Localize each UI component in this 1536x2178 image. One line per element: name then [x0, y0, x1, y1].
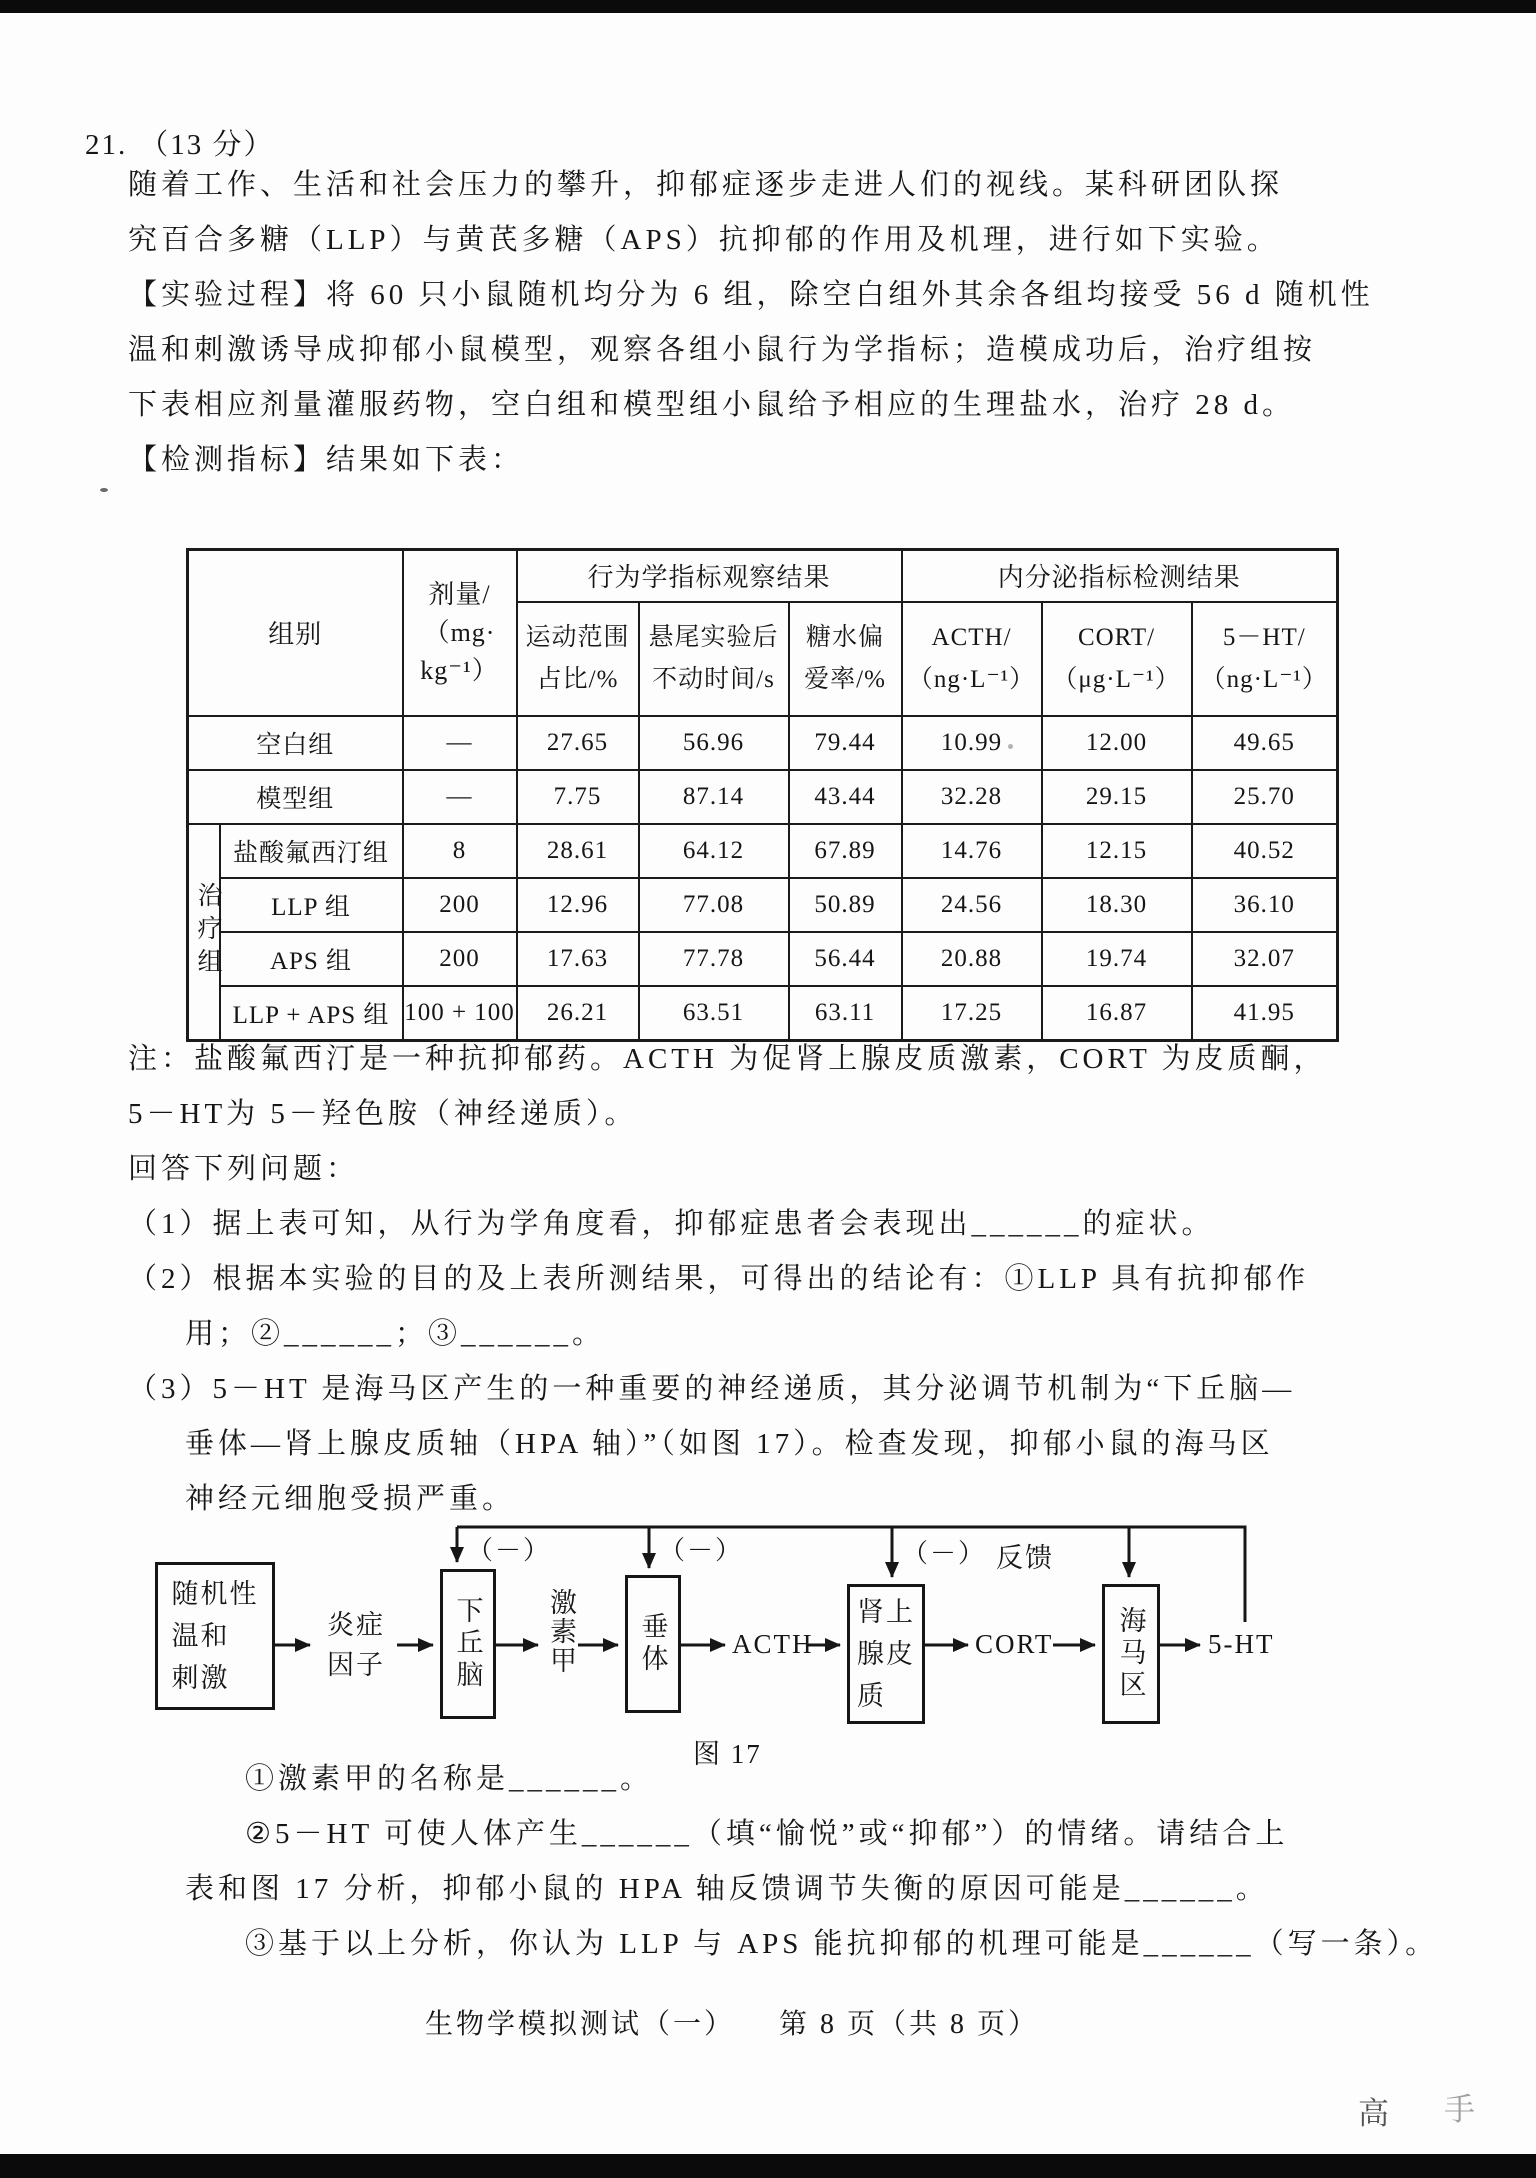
cell-group: 空白组: [188, 716, 403, 770]
table-row: [188, 716, 1338, 770]
cell-value: 63.51: [639, 986, 789, 1041]
top-scan-bar: [0, 0, 1536, 13]
note-line: 5－HT为 5－羟色胺（神经递质）。: [128, 1098, 638, 1130]
cell-value: 87.14: [639, 770, 789, 824]
header-behavior: 行为学指标观察结果: [517, 550, 902, 602]
cell-dose: 200: [403, 932, 517, 986]
table-row: [188, 932, 1338, 986]
cell-value: 32.28: [902, 770, 1042, 824]
hpa-axis-diagram: [140, 1500, 1320, 1780]
minus-sign-label: （－）: [902, 1539, 987, 1568]
minus-sign-label: （－）: [467, 1536, 552, 1565]
bottom-scan-bar: [0, 2154, 1536, 2178]
footer-page-number: 第 8 页（共 8 页）: [779, 2009, 1040, 2040]
cell-value: 17.25: [902, 986, 1042, 1041]
cell-value: 28.61: [517, 824, 639, 878]
header-subcol: [639, 602, 789, 716]
table-note: [128, 1032, 1327, 1197]
inflammation-line: 炎症: [327, 1610, 385, 1640]
question-score: （13 分）: [139, 129, 275, 161]
sub-question-2-line2: 表和图 17 分析，抑郁小鼠的 HPA 轴反馈调节失衡的原因可能是______。: [185, 1873, 1269, 1905]
intro-line: 【检测指标】结果如下表：: [128, 444, 525, 476]
question-header: [85, 122, 275, 163]
cell-value: 77.78: [639, 932, 789, 986]
pituitary-box: [625, 1575, 681, 1713]
subcol-line: 5－HT/: [1222, 623, 1306, 651]
cell-group: APS 组: [220, 932, 403, 986]
intro-line: 随着工作、生活和社会压力的攀升，抑郁症逐步走进人们的视线。某科研团队探: [128, 169, 1284, 201]
cell-value: 56.44: [789, 932, 902, 986]
question-3-line3: 神经元细胞受损严重。: [185, 1483, 516, 1515]
hippocampus-box: [1102, 1584, 1160, 1724]
cell-value: 40.52: [1192, 824, 1338, 878]
header-subcol: [1042, 602, 1192, 716]
inflammation-factor-label: [316, 1605, 396, 1685]
header-subcol: [902, 602, 1042, 716]
note-line: 注：盐酸氟西汀是一种抗抑郁药。ACTH 为促肾上腺皮质激素，CORT 为皮质酮，: [128, 1043, 1327, 1075]
cell-value: 67.89: [789, 824, 902, 878]
header-dose-line: 剂量/: [428, 579, 491, 609]
table-row: [188, 878, 1338, 932]
hippocampus-label: 海马区: [1115, 1606, 1146, 1702]
cell-value: 49.65: [1192, 716, 1338, 770]
cell-value: 12.15: [1042, 824, 1192, 878]
subcol-line: 糖水偏: [806, 623, 885, 651]
pituitary-label: 垂体: [637, 1612, 668, 1676]
intro-line: 究百合多糖（LLP）与黄芪多糖（APS）抗抑郁的作用及机理，进行如下实验。: [128, 224, 1280, 256]
cell-value: 43.44: [789, 770, 902, 824]
subcol-line: 爱率/%: [804, 665, 886, 693]
cort-label: CORT: [975, 1629, 1054, 1659]
page-footer: [425, 2002, 1039, 2042]
cell-value: 20.88: [902, 932, 1042, 986]
cell-value: 56.96: [639, 716, 789, 770]
results-table-wrap: [186, 548, 1339, 1042]
cell-value: 63.11: [789, 986, 902, 1041]
cell-value: 10.99: [902, 716, 1042, 770]
question-3-line1: （3）5－HT 是海马区产生的一种重要的神经递质，其分泌调节机制为“下丘脑—: [128, 1373, 1296, 1405]
cell-group: LLP + APS 组: [220, 986, 403, 1041]
cell-value: 32.07: [1192, 932, 1338, 986]
scan-speck: [100, 488, 108, 492]
scan-speck: [1008, 744, 1013, 749]
stimulus-line: 刺激: [171, 1663, 230, 1693]
subcol-line: CORT/: [1077, 623, 1156, 651]
cell-value: 27.65: [517, 716, 639, 770]
cell-dose: —: [403, 770, 517, 824]
subcol-line: （ng·L⁻¹）: [1200, 665, 1328, 693]
treatment-group-label: 治疗组: [194, 882, 221, 981]
subcol-line: 不动时间/s: [652, 665, 775, 693]
cell-value: 26.21: [517, 986, 639, 1041]
cell-value: 17.63: [517, 932, 639, 986]
cell-group: LLP 组: [220, 878, 403, 932]
cell-value: 36.10: [1192, 878, 1338, 932]
cell-value: 14.76: [902, 824, 1042, 878]
inflammation-line: 因子: [327, 1650, 385, 1680]
intro-paragraph: [128, 158, 1374, 488]
subcol-line: 悬尾实验后: [648, 623, 779, 651]
header-dose: [403, 550, 517, 716]
minus-sign-label: （－）: [659, 1536, 744, 1565]
acth-label: ACTH: [732, 1629, 814, 1659]
cell-dose: 100 + 100: [403, 986, 517, 1041]
corner-stamp: 手: [1444, 2092, 1475, 2127]
table-row: [188, 770, 1338, 824]
hypothalamus-label: 下丘脑: [452, 1596, 483, 1692]
question-1: （1）据上表可知，从行为学角度看，抑郁症患者会表现出______的症状。: [128, 1208, 1215, 1240]
cell-value: 12.96: [517, 878, 639, 932]
hormone-a-label: 激素甲: [546, 1588, 576, 1675]
cell-value: 41.95: [1192, 986, 1338, 1041]
cell-value: 79.44: [789, 716, 902, 770]
cell-value: 29.15: [1042, 770, 1192, 824]
serotonin-label: 5-HT: [1208, 1629, 1275, 1659]
subcol-line: 占比/%: [536, 665, 619, 693]
cell-value: 50.89: [789, 878, 902, 932]
cell-group: 盐酸氟西汀组: [220, 824, 403, 878]
footer-title: 生物学模拟测试（一）: [425, 2009, 736, 2040]
adrenal-line: 肾上: [857, 1597, 915, 1627]
header-group: 组别: [188, 550, 403, 716]
stimulus-line: 随机性: [171, 1579, 259, 1609]
cell-value: 64.12: [639, 824, 789, 878]
cell-value: 7.75: [517, 770, 639, 824]
header-subcol: [517, 602, 639, 716]
cell-value: 77.08: [639, 878, 789, 932]
table-row: [188, 824, 1338, 878]
cell-value: 24.56: [902, 878, 1042, 932]
subcol-line: （μg·L⁻¹）: [1052, 665, 1181, 693]
figure-caption: 图 17: [693, 1739, 762, 1769]
cell-group: 模型组: [188, 770, 403, 824]
cell-dose: 200: [403, 878, 517, 932]
subcol-line: （ng·L⁻¹）: [907, 665, 1036, 693]
cell-value: 16.87: [1042, 986, 1192, 1041]
intro-line: 下表相应剂量灌服药物，空白组和模型组小鼠给予相应的生理盐水，治疗 28 d。: [128, 389, 1296, 421]
cell-dose: —: [403, 716, 517, 770]
intro-line: 【实验过程】将 60 只小鼠随机均分为 6 组，除空白组外其余各组均接受 56 d 随机性: [128, 279, 1374, 311]
note-line: 回答下列问题：: [128, 1153, 360, 1185]
intro-line: 温和刺激诱导成抑郁小鼠模型，观察各组小鼠行为学指标；造模成功后，治疗组按: [128, 334, 1317, 366]
cell-dose: 8: [403, 824, 517, 878]
header-subcol: [1192, 602, 1338, 716]
cell-value: 12.00: [1042, 716, 1192, 770]
question-number: 21.: [85, 129, 128, 161]
sub-question-2-line1: ②5－HT 可使人体产生______（填“愉悦”或“抑郁”）的情绪。请结合上: [245, 1818, 1289, 1850]
sub-question-1: ①激素甲的名称是______。: [245, 1763, 654, 1795]
stimulus-line: 温和: [171, 1621, 230, 1651]
adrenal-cortex-box: [847, 1584, 925, 1724]
question-2-line1: （2）根据本实验的目的及上表所测结果，可得出的结论有：①LLP 具有抗抑郁作: [128, 1263, 1310, 1295]
cell-value: 25.70: [1192, 770, 1338, 824]
stimulus-box: [155, 1562, 275, 1710]
question-3-line2: 垂体—肾上腺皮质轴（HPA 轴）”（如图 17）。检查发现，抑郁小鼠的海马区: [185, 1428, 1274, 1460]
header-dose-line: （mg·: [423, 617, 496, 647]
header-endocrine: 内分泌指标检测结果: [902, 550, 1338, 602]
sub-question-3: ③基于以上分析，你认为 LLP 与 APS 能抗抑郁的机理可能是______（写一条）。: [245, 1928, 1439, 1960]
cell-value: 18.30: [1042, 878, 1192, 932]
adrenal-line: 腺皮: [857, 1639, 915, 1669]
question-2-line2: 用；②______；③______。: [185, 1318, 606, 1350]
feedback-label: 反馈: [996, 1543, 1054, 1573]
hypothalamus-box: [440, 1569, 496, 1719]
treatment-group-strip: [188, 824, 220, 1041]
subcol-line: 运动范围: [525, 623, 630, 651]
subcol-line: ACTH/: [931, 623, 1012, 651]
corner-stamp: 高: [1358, 2096, 1389, 2131]
header-dose-line: kg⁻¹）: [420, 655, 499, 685]
adrenal-line: 质: [857, 1681, 886, 1711]
results-table: [186, 548, 1339, 1042]
header-subcol: [789, 602, 902, 716]
cell-value: 19.74: [1042, 932, 1192, 986]
